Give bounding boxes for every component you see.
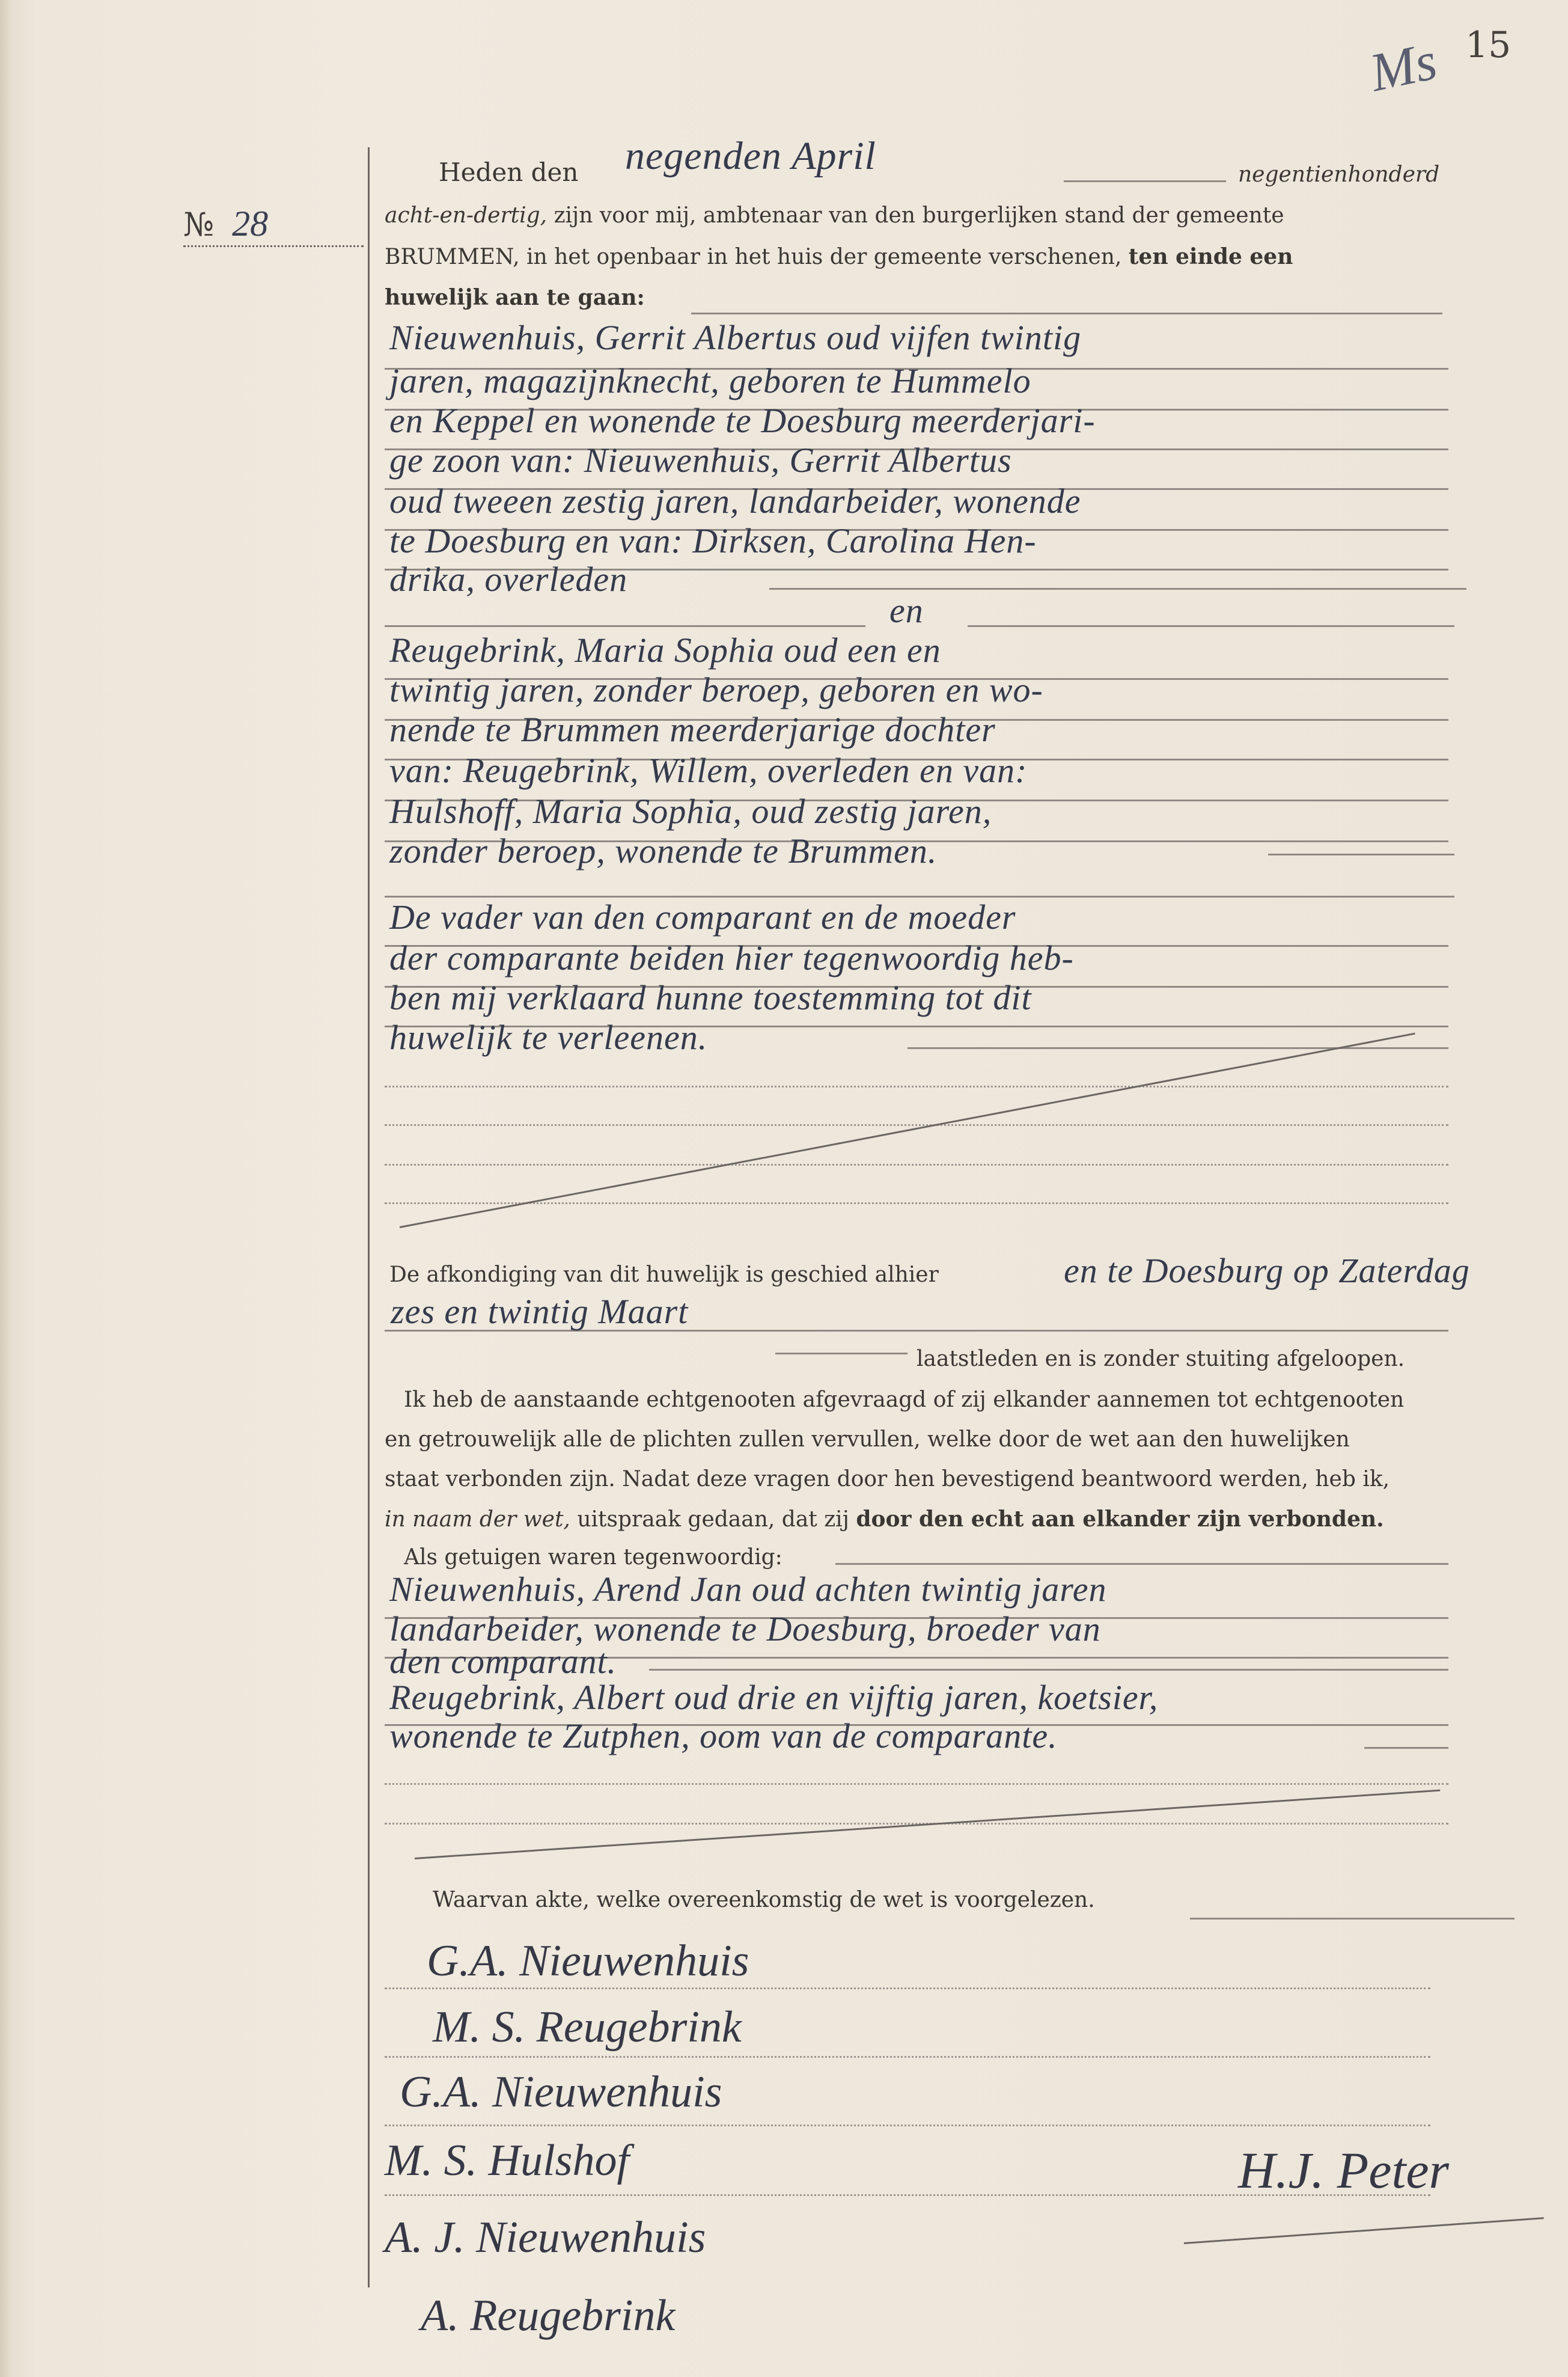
groom-line-3: en Keppel en wonende te Doesburg meerderjari-	[389, 401, 1096, 440]
act-number	[183, 203, 268, 245]
proclamation-date: zes en twintig Maart	[391, 1292, 689, 1331]
and-word: en	[889, 591, 924, 630]
marriage-date: negenden April	[625, 134, 876, 178]
header-heden: Heden den	[439, 158, 579, 187]
body-line-4: in naam der wet, uitspraak gedaan, dat zij door den echt aan elkander zijn verbonden.	[385, 1507, 1384, 1532]
body-line-1: Ik heb de aanstaande echtgenooten afgevraagd of zij elkander aannemen tot echtgenooten	[404, 1387, 1405, 1412]
body-line-3: staat verbonden zijn. Nadat deze vragen door hen bevestigend beantwoord werden, heb ik,	[385, 1467, 1390, 1491]
bride-line-4: van: Reugebrink, Willem, overleden en van:	[389, 751, 1028, 790]
body-line-2: en getrouwelijk alle de plichten zullen vervullen, welke door de wet aan den huwelijken	[385, 1427, 1350, 1452]
header-line-4: huwelijk aan te gaan:	[385, 285, 645, 310]
signature-5: A. J. Nieuwenhuis	[385, 2213, 706, 2262]
signature-6: A. Reugebrink	[421, 2291, 676, 2340]
official-signature: H.J. Peter	[1238, 2141, 1450, 2199]
groom-line-4: ge zoon van: Nieuwenhuis, Gerrit Albertus	[389, 441, 1012, 480]
groom-line-5: oud tweeen zestig jaren, landarbeider, wonende	[389, 482, 1081, 521]
binding-edge	[0, 0, 13, 2377]
header-line-3: BRUMMEN, in het openbaar in het huis der gemeente verschenen, ten einde een	[385, 244, 1293, 269]
consent-line-1: De vader van den comparant en de moeder	[389, 898, 1016, 937]
consent-line-2: der comparante beiden hier tegenwoordig heb-	[389, 938, 1074, 977]
bride-line-2: twintig jaren, zonder beroep, geboren en wo-	[389, 670, 1043, 709]
consent-line-3: ben mij verklaard hunne toestemming tot dit	[389, 978, 1032, 1017]
bride-line-3: nende te Brummen meerderjarige dochter	[389, 710, 996, 749]
proclamation-place: en te Doesburg op Zaterdag	[1064, 1251, 1470, 1290]
official-signature-underline	[1184, 2217, 1544, 2244]
signature-1: G.A. Nieuwenhuis	[427, 1936, 749, 1986]
blank-strike-line	[400, 1033, 1415, 1228]
act-number-symbol: №	[183, 206, 215, 243]
closing-text: Waarvan akte, welke overeenkomstig de wet is voorgelezen.	[433, 1888, 1095, 1912]
witness-line-1: Nieuwenhuis, Arend Jan oud achten twintig jaren	[389, 1570, 1107, 1609]
body-line-5: Als getuigen waren tegenwoordig:	[404, 1545, 782, 1570]
groom-line-6: te Doesburg en van: Dirksen, Carolina Hen-	[389, 521, 1037, 560]
witness-line-2: landarbeider, wonende te Doesburg, broeder van	[389, 1609, 1101, 1648]
signature-2: M. S. Reugebrink	[433, 2002, 742, 2052]
consent-line-4: huwelijk te verleenen.	[389, 1018, 708, 1057]
header-negentienhonderd: negentienhonderd	[1238, 162, 1440, 187]
page-mark: Ms	[1364, 31, 1442, 103]
signature-3: G.A. Nieuwenhuis	[400, 2067, 722, 2117]
margin-rule	[368, 147, 370, 2287]
proclamation-text: De afkondiging van dit huwelijk is geschied alhier	[389, 1262, 939, 1287]
groom-line-7: drika, overleden	[389, 560, 628, 599]
bride-line-6: zonder beroep, wonende te Brummen.	[389, 831, 938, 870]
witness-line-4: Reugebrink, Albert oud drie en vijftig jaren, koetsier,	[389, 1678, 1159, 1717]
groom-line-1: Nieuwenhuis, Gerrit Albertus oud vijfen twintig	[389, 318, 1082, 357]
signature-4: M. S. Hulshof	[385, 2136, 629, 2185]
proclamation-end: laatstleden en is zonder stuiting afgeloopen.	[917, 1347, 1405, 1371]
witness-line-3: den comparant.	[389, 1642, 617, 1681]
groom-line-2: jaren, magazijnknecht, geboren te Hummelo	[389, 361, 1031, 400]
witness-line-5: wonende te Zutphen, oom van de comparante.	[389, 1716, 1058, 1755]
header-line-2: acht-en-dertig, zijn voor mij, ambtenaar van den burgerlijken stand der gemeente	[385, 203, 1284, 228]
bride-line-1: Reugebrink, Maria Sophia oud een en	[389, 631, 941, 670]
page-number: 15	[1465, 24, 1512, 66]
bride-line-5: Hulshoff, Maria Sophia, oud zestig jaren,	[389, 792, 992, 831]
act-number-value: 28	[232, 204, 269, 243]
